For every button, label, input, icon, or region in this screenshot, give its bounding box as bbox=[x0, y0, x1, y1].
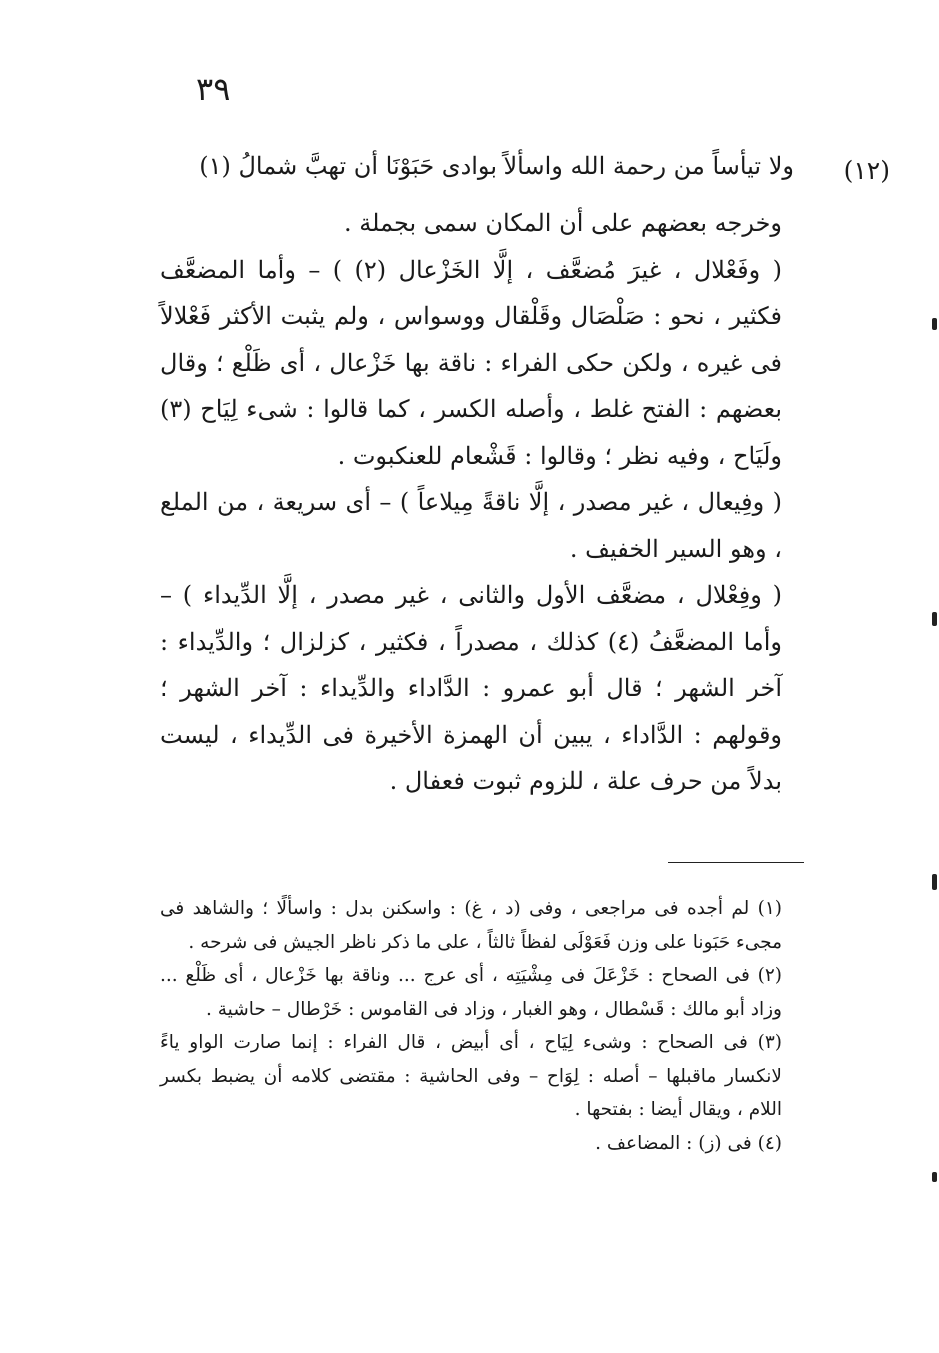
verse-first-hemistich: ولا تيأساً من رحمة الله واسألاً bbox=[503, 152, 794, 180]
footnote-separator bbox=[668, 862, 804, 863]
scan-margin-mark bbox=[932, 874, 937, 890]
body-paragraph: وخرجه بعضهم على أن المكان سمى بجملة . bbox=[344, 209, 782, 237]
body-paragraph: ( وفِعْلال ، مضعَّف الأول والثانى ، غير مصدر ، إلَّا الدِّيداء ) – وأما المضعَّفُ (٤) كذلك ، مصدراً ، فكثير ، كزلزال ؛ والدِّيداء : آخر الشهر ؛ قال أبو عمرو : الدَّاداء والدِّيداء : آخر الشهر ؛ وقولهم : الدَّاداء ، يبين أن الهمزة الأخيرة فى الدِّيداء ، ليست بدلاً من حرف علة ، للزوم ثبوت فعفال . bbox=[160, 581, 783, 795]
body-paragraph: ( وفَعْلال ، غيرَ مُضعَّف ، إلَّا الخَزْعال (٢) ) – وأما المضعَّف فكثير ، نحو : صَلْصَال وقَلْقال ووسواس ، ولم يثبت الأكثر فَعْلالاً فى غيره ، ولكن حكى الفراء : ناقة بها خَزْعال ، أى ظَلْع ؛ وقال بعضهم : الفتح غلط ، وأصله الكسر ، كما قالوا : شىء لِيَاح (٣) ولَيَاح ، وفيه نظر ؛ وقالوا : قَشْعام للعنكبوت . bbox=[160, 255, 782, 470]
verse-line bbox=[150, 148, 890, 198]
footnote: (٤) فى (ز) : المضاعف . bbox=[595, 1132, 782, 1154]
scan-margin-mark bbox=[932, 318, 937, 330]
footnote: (١) لم أجده فى مراجعى ، وفى (د ، غ) : واسكنن بدل : واسألًا ؛ والشاهد فى مجىء حَبَونا على وزن فَعَوْلَى لفظاً ثالثاً ، على ما ذكر ناظر الجيش فى شرحه . bbox=[160, 898, 782, 953]
verse-number: (١٢) bbox=[843, 156, 890, 185]
verse-second-hemistich: بوادى حَبَوْنَا أن تهبَّ شمالُ (١) bbox=[199, 152, 497, 180]
body-text bbox=[160, 200, 810, 805]
scan-margin-mark bbox=[932, 1172, 937, 1182]
footnotes bbox=[160, 892, 810, 1160]
footnote: (٣) فى الصحاح : وشىء لِيَاح ، أى أبيض ، قال الفراء : إنما صارت الواو ياءً لانكسار ماقبلها – أصله : لِوَاح – وفى الحاشية : مقتضى كلامه أن يضبط بكسر اللام ، ويقال أيضا : بفتحها . bbox=[160, 1032, 782, 1120]
scan-margin-mark bbox=[932, 612, 937, 626]
body-paragraph: ( وفِيعال ، غير مصدر ، إلَّا ناقةً مِيلاعاً ) – أى سريعة ، من الملع ، وهو السير الخفيف . bbox=[160, 488, 782, 563]
page-number: ٣٩ bbox=[196, 70, 231, 108]
footnote: (٢) فى الصحاح : خَزْعَلَ فى مِشْيَتِه ، أى عرج ... وناقة بها خَزْعال ، أى ظَلْع ... وزاد أبو مالك : قَسْطال ، وهو الغبار ، وزاد فى القاموس : خَرْطال – حاشية . bbox=[160, 965, 782, 1020]
